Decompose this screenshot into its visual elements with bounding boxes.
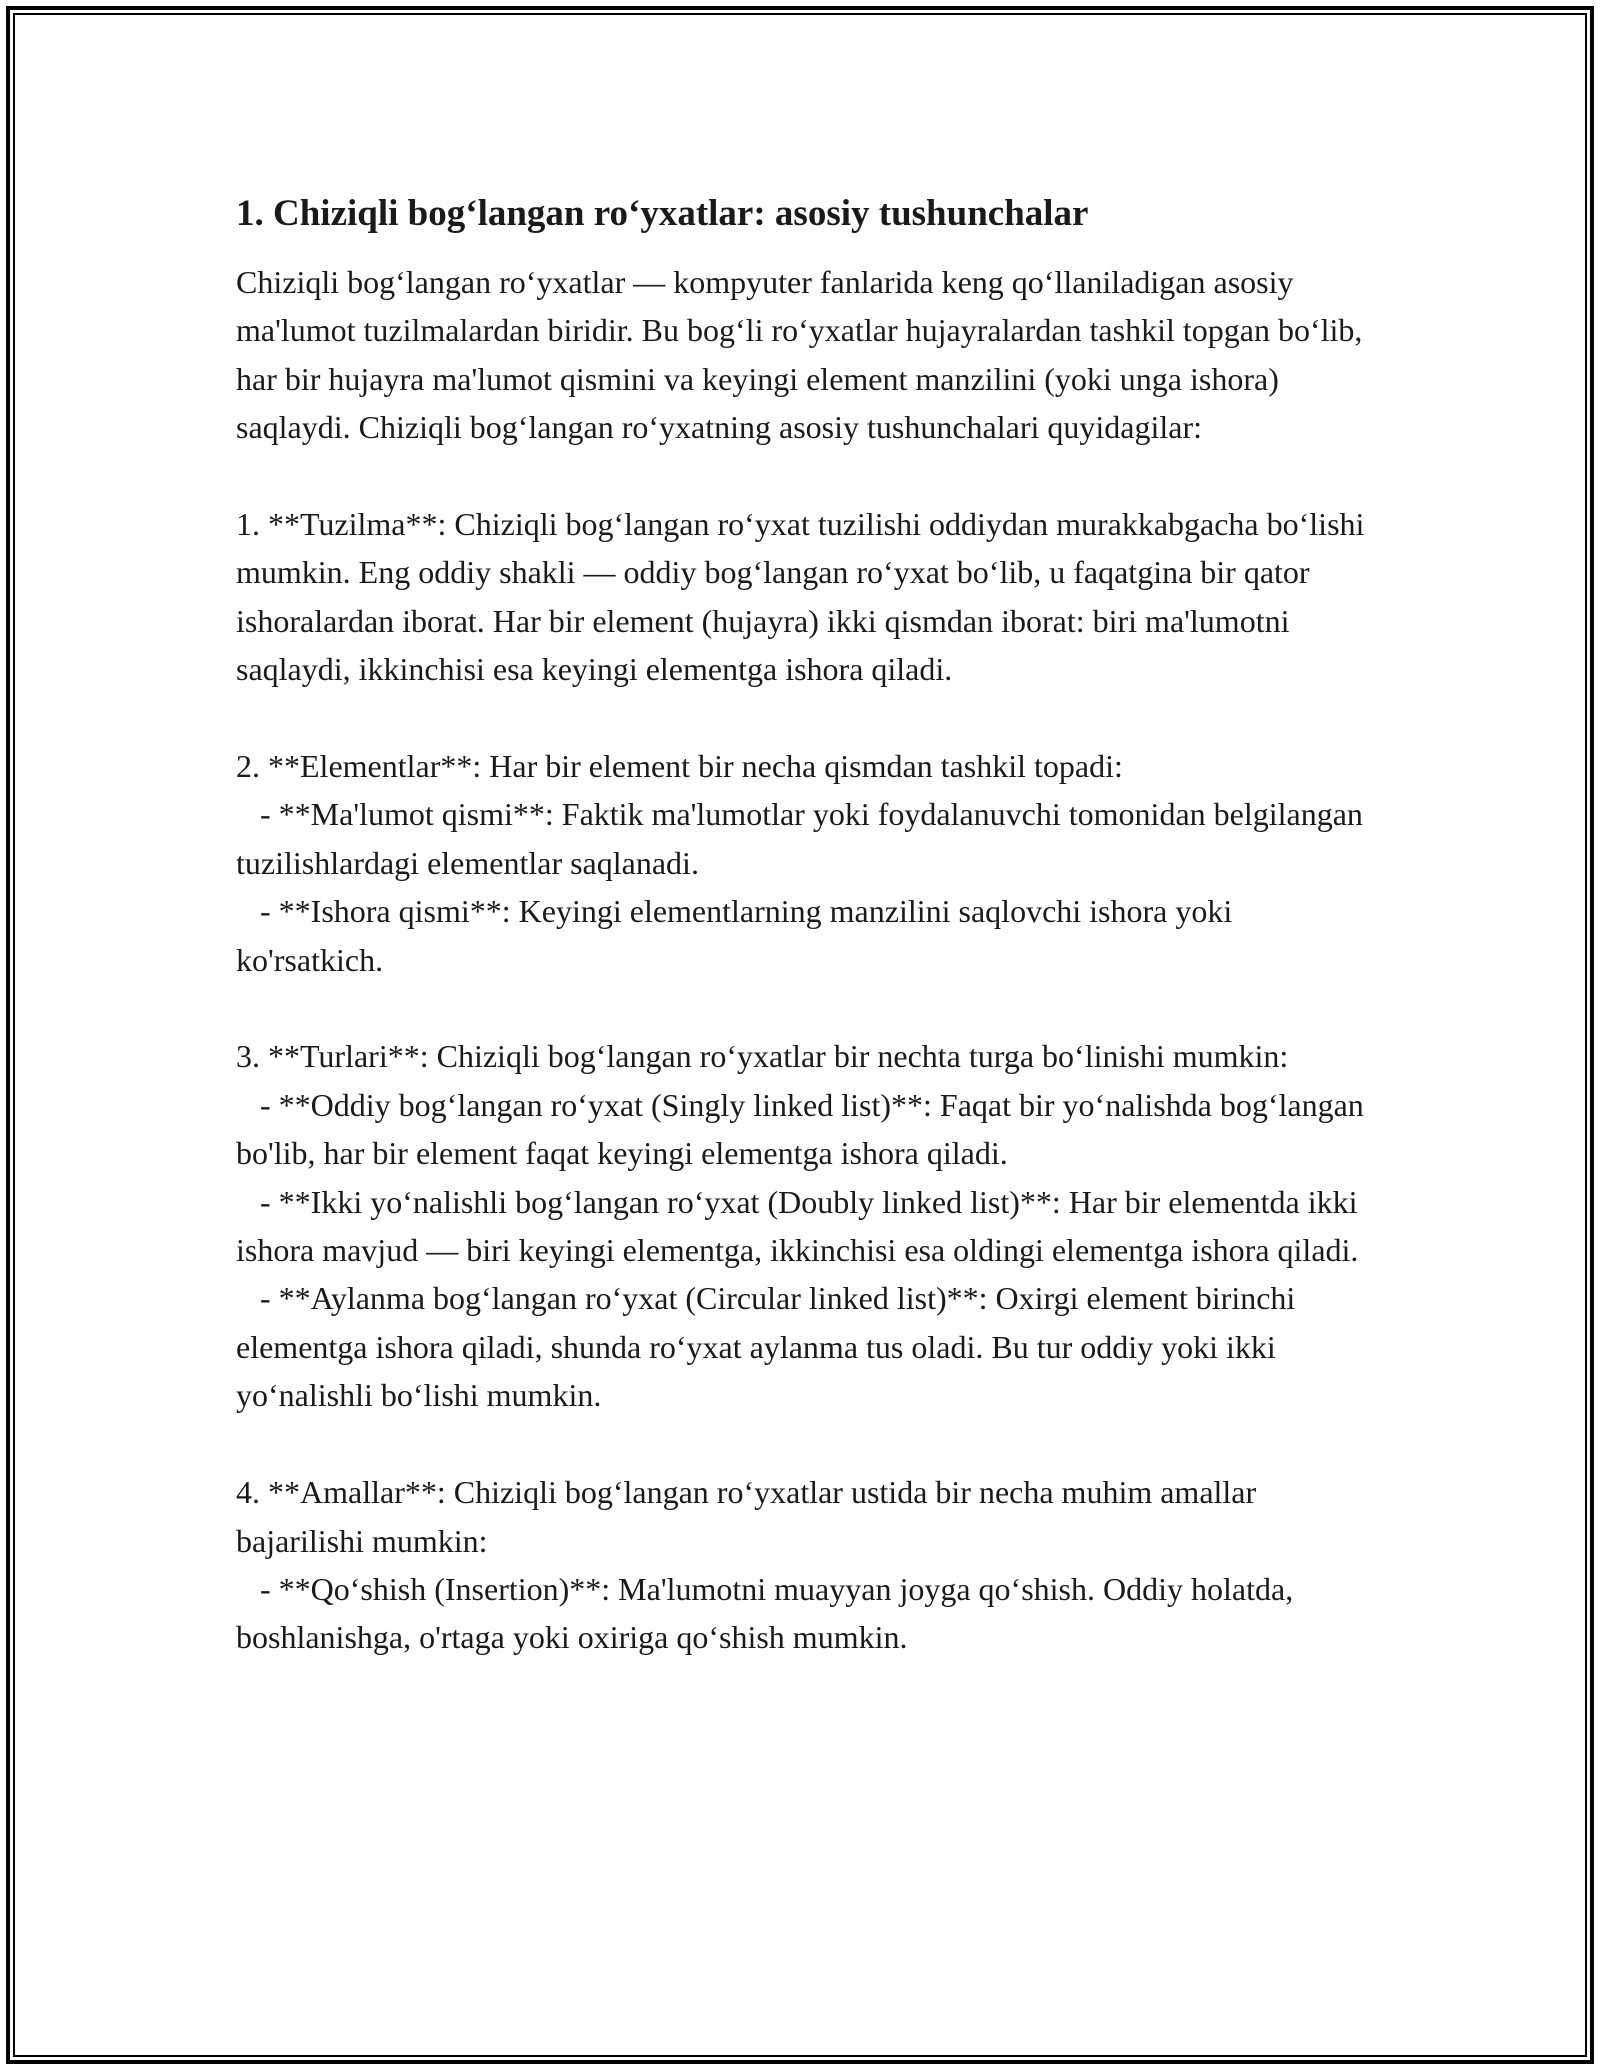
section-3-item: - **Oddiy bog‘langan ro‘yxat (Singly linked list)**: Faqat bir yo‘nalishda bog‘langan bo'lib, har bir element faqat keyingi elementga ishora qiladi. — [236, 1086, 1372, 1172]
section-2-item: - **Ishora qismi**: Keyingi elementlarning manzilini saqlovchi ishora yoki ko'rsatkich. — [236, 893, 1241, 978]
document-title: 1. Chiziqli bog‘langan ro‘yxatlar: asosiy tushunchalar — [236, 193, 1089, 234]
document-body — [236, 180, 1373, 1662]
section-1-paragraph: 1. **Tuzilma**: Chiziqli bog‘langan ro‘yxat tuzilishi oddiydan murakkabgacha bo‘lishi mumkin. Eng oddiy shakli — oddiy bog‘langan ro‘yxat bo‘lib, u faqatgina bir qator ishoralardan iborat. Har bir element (hujayra) ikki qismdan iborat: biri ma'lumotni saqlaydi, ikkinchisi esa keyingi elementga ishora qiladi. — [236, 506, 1373, 688]
section-2-heading: 2. **Elementlar**: Har bir element bir necha qismdan tashkil topadi: — [236, 748, 1123, 785]
section-4-heading: 4. **Amallar**: Chiziqli bog‘langan ro‘yxatlar ustida bir necha muhim amallar bajarilishi mumkin: — [236, 1474, 1265, 1559]
section-3-item: - **Aylanma bog‘langan ro‘yxat (Circular linked list)**: Oxirgi element birinchi elementga ishora qiladi, shunda ro‘yxat aylanma tus oladi. Bu tur oddiy yoki ikki yo‘nalishli bo‘lishi mumkin. — [236, 1280, 1304, 1414]
section-3-heading: 3. **Turlari**: Chiziqli bog‘langan ro‘yxatlar bir nechta turga bo‘linishi mumkin: — [236, 1038, 1289, 1075]
spacer — [236, 984, 1366, 1032]
spacer — [236, 452, 1366, 500]
section-4-item: - **Qo‘shish (Insertion)**: Ma'lumotni muayyan joyga qo‘shish. Oddiy holatda, boshlanishga, o'rtaga yoki oxiriga qo‘shish mumkin. — [236, 1570, 1302, 1656]
section-2-item: - **Ma'lumot qismi**: Faktik ma'lumotlar yoki foydalanuvchi tomonidan belgilangan tuzilishlardagi elementlar saqlanadi. — [236, 796, 1371, 881]
spacer — [236, 1420, 1366, 1468]
spacer — [236, 694, 1366, 742]
intro-paragraph: Chiziqli bog‘langan ro‘yxatlar — kompyuter fanlarida keng qo‘llaniladigan asosiy ma'lumot tuzilmalardan biridir. Bu bog‘li ro‘yxatlar hujayralardan tashkil topgan bo‘lib, har bir hujayra ma'lumot qismini va keyingi element manzilini (yoki unga ishora) saqlaydi. Chiziqli bog‘langan ro‘yxatning asosiy tushunchalari quyidagilar: — [236, 264, 1371, 446]
section-3-item: - **Ikki yo‘nalishli bog‘langan ro‘yxat (Doubly linked list)**: Har bir elementda ikki ishora mavjud — biri keyingi elementga, ikkinchisi esa oldingi elementga ishora qiladi. — [236, 1183, 1366, 1269]
